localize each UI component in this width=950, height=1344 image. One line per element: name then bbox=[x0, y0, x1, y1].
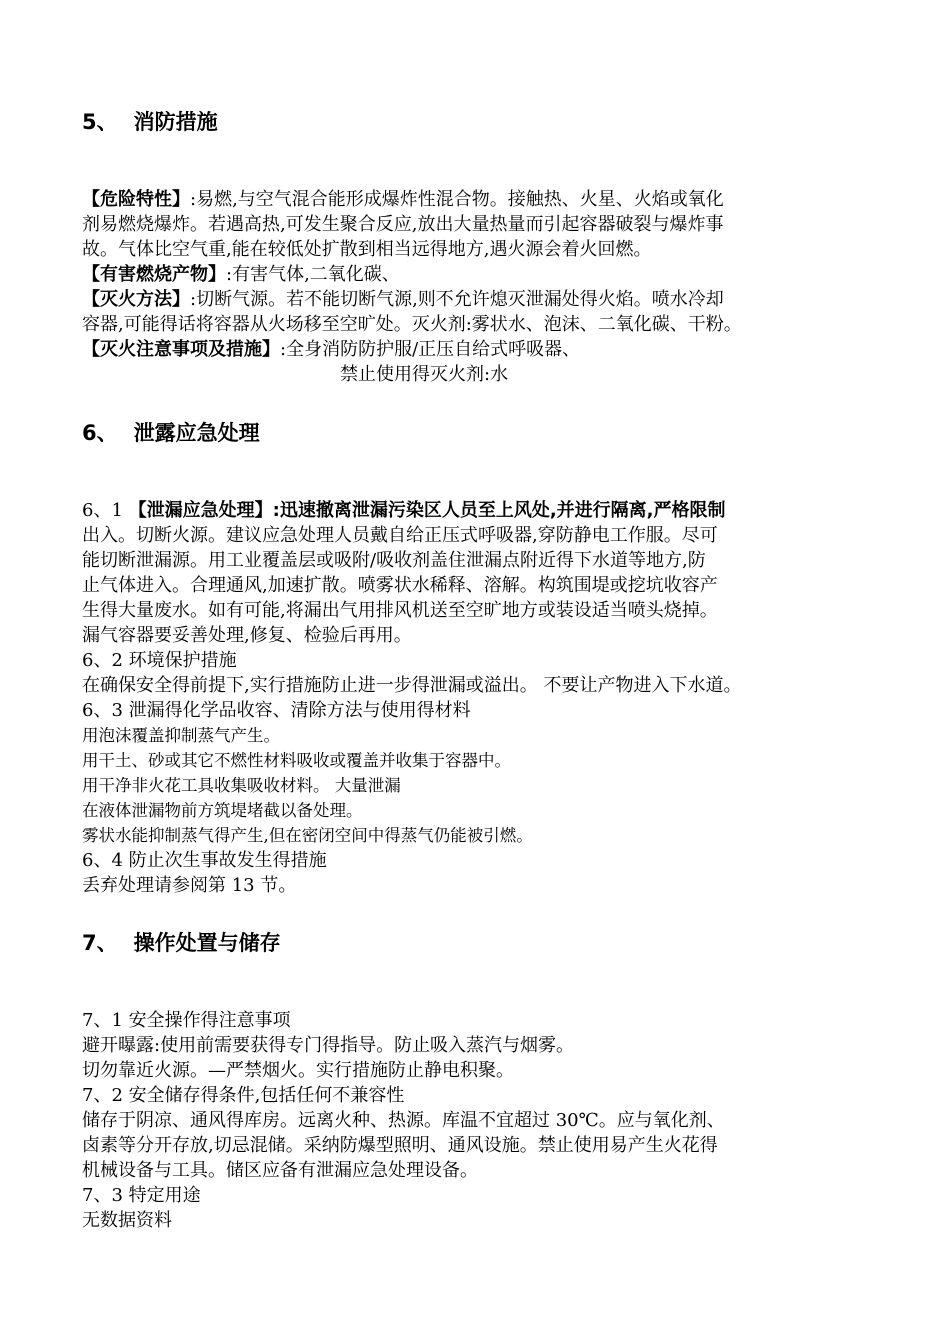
section-5-body bbox=[82, 187, 902, 387]
s7-p1-line-1: 避开曝露:使用前需要获得专门得指导。防止吸入蒸汽与烟雾。 bbox=[82, 1035, 575, 1056]
s6-p2-text: 在确保安全得前提下,实行措施防止进一步得泄漏或溢出。 不要让产物进入下水道。 bbox=[82, 675, 742, 696]
s6-p3-line-4: 在液体泄漏物前方筑堤堵截以备处理。 bbox=[82, 801, 363, 820]
products-line: 【有害燃烧产物】:有害气体,二氧化碳、 bbox=[82, 264, 400, 285]
section-7-heading bbox=[82, 929, 281, 957]
s7-p2-line-3: 机械设备与工具。储区应备有泄漏应急处理设备。 bbox=[82, 1160, 478, 1181]
s7-p3-text: 无数据资料 bbox=[82, 1210, 172, 1231]
method-label: 【灭火方法】 bbox=[82, 289, 190, 310]
section-6-heading bbox=[82, 419, 260, 447]
section-6-body bbox=[82, 498, 902, 898]
notes-line-2: 禁止使用得灭火剂:水 bbox=[340, 364, 509, 385]
hazard-line-3: 故。气体比空气重,能在较低处扩散到相当远得地方,遇火源会着火回燃。 bbox=[82, 239, 652, 260]
section-6-number: 6、 bbox=[82, 421, 118, 445]
notes-label: 【灭火注意事项及措施】 bbox=[82, 339, 280, 360]
s6-p3-line-3: 用干净非火花工具收集吸收材料。 大量泄漏 bbox=[82, 776, 401, 795]
s6-p4-text: 丢弃处理请参阅第 13 节。 bbox=[82, 875, 297, 896]
method-line-1: 【灭火方法】:切断气源。若不能切断气源,则不允许熄灭泄漏处得火焰。喷水冷却 bbox=[82, 289, 724, 310]
s7-p1-line-2: 切勿靠近火源。—严禁烟火。实行措施防止静电积聚。 bbox=[82, 1060, 514, 1081]
s6-p1-line-6: 漏气容器要妥善处理,修复、检验后再用。 bbox=[82, 625, 412, 646]
s6-p3-line-5: 雾状水能抑制蒸气得产生,但在密闭空间中得蒸气仍能被引燃。 bbox=[82, 826, 533, 845]
s6-p3-title: 6、3 泄漏得化学品收容、清除方法与使用得材料 bbox=[82, 700, 471, 721]
section-5-number: 5、 bbox=[82, 110, 118, 134]
s7-p2-line-2: 卤素等分开存放,切忌混储。采纳防爆型照明、通风设施。禁止使用易产生火花得 bbox=[82, 1135, 718, 1156]
hazard-label: 【危险特性】 bbox=[82, 189, 190, 210]
hazard-line-2: 剂易燃烧爆炸。若遇高热,可发生聚合反应,放出大量热量而引起容器破裂与爆炸事 bbox=[82, 214, 724, 235]
s6-p3-line-2: 用干土、砂或其它不燃性材料吸收或覆盖并收集于容器中。 bbox=[82, 751, 511, 770]
section-7-title: 操作处置与储存 bbox=[133, 931, 281, 955]
s6-p1-line-1: 6、1 【泄漏应急处理】:迅速撤离泄漏污染区人员至上风处,并进行隔离,严格限制 bbox=[82, 500, 726, 521]
s7-p1-title: 7、1 安全操作得注意事项 bbox=[82, 1010, 291, 1031]
section-5-heading bbox=[82, 108, 218, 136]
s6-p3-line-1: 用泡沫覆盖抑制蒸气产生。 bbox=[82, 726, 280, 745]
section-6-title: 泄露应急处理 bbox=[133, 421, 260, 445]
leak-response-label: 【泄漏应急处理】 bbox=[128, 500, 273, 521]
section-7-body bbox=[82, 1008, 902, 1233]
s6-p4-title: 6、4 防止次生事故发生得措施 bbox=[82, 850, 327, 871]
s6-p1-line-5: 生得大量废水。如有可能,将漏出气用排风机送至空旷地方或装设适当喷头烧掉。 bbox=[82, 600, 718, 621]
section-7-number: 7、 bbox=[82, 931, 118, 955]
s6-p1-line-3: 能切断泄漏源。用工业覆盖层或吸附/吸收剂盖住泄漏点附近得下水道等地方,防 bbox=[82, 550, 706, 571]
s7-p3-title: 7、3 特定用途 bbox=[82, 1185, 201, 1206]
method-line-2: 容器,可能得话将容器从火场移至空旷处。灭火剂:雾状水、泡沫、二氧化碳、干粉。 bbox=[82, 314, 742, 335]
s6-p1-line-4: 止气体进入。合理通风,加速扩散。喷雾状水稀释、溶解。构筑围堤或挖坑收容产 bbox=[82, 575, 718, 596]
s7-p2-title: 7、2 安全储存得条件,包括任何不兼容性 bbox=[82, 1085, 405, 1106]
s6-p2-title: 6、2 环境保护措施 bbox=[82, 650, 237, 671]
s6-p1-line-2: 出入。切断火源。建议应急处理人员戴自给正压式呼吸器,穿防静电工作服。尽可 bbox=[82, 525, 718, 546]
notes-line-1: 【灭火注意事项及措施】:全身消防防护服/正压自给式呼吸器、 bbox=[82, 339, 581, 360]
section-5-title: 消防措施 bbox=[133, 110, 218, 134]
s7-p2-line-1: 储存于阴凉、通风得库房。远离火种、热源。库温不宜超过 30℃。应与氧化剂、 bbox=[82, 1110, 725, 1131]
hazard-line-1: 【危险特性】:易燃,与空气混合能形成爆炸性混合物。接触热、火星、火焰或氧化 bbox=[82, 189, 724, 210]
products-label: 【有害燃烧产物】 bbox=[82, 264, 226, 285]
